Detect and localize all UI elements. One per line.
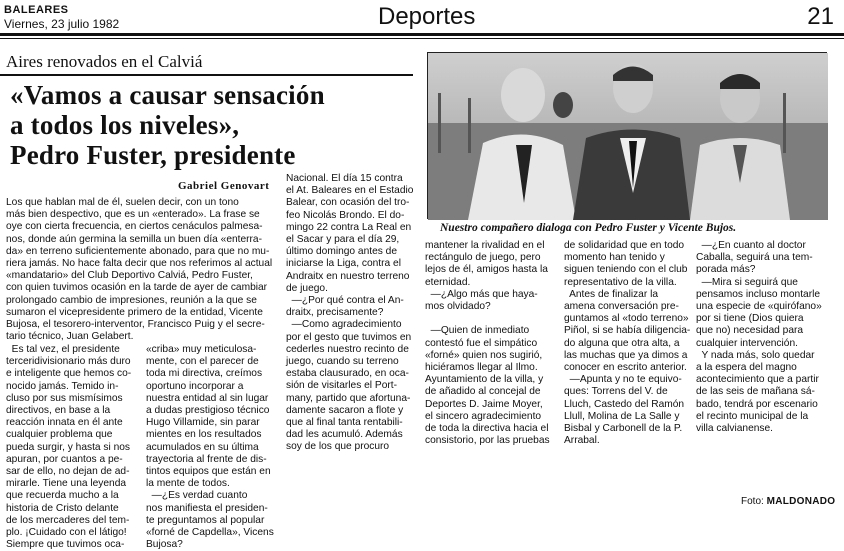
text-line: Ayuntamiento de la villa, y bbox=[425, 374, 544, 386]
text-line: damente sacaron a flote y bbox=[286, 404, 404, 416]
text-line: por si tiene (Dios quiera bbox=[696, 313, 804, 325]
text-line: soy de los que procuro bbox=[286, 441, 390, 453]
text-line: de juego. bbox=[286, 282, 328, 294]
body-column-4 bbox=[425, 240, 553, 447]
text-line: de toda la directiva hacia el bbox=[425, 423, 549, 435]
text-line: acontecimiento que a partir bbox=[696, 374, 819, 386]
masthead-rule-thin bbox=[0, 38, 844, 39]
text-line: Es tal vez, el presidente bbox=[6, 344, 120, 355]
text-line: apuran, por cuantos a pe- bbox=[6, 453, 123, 465]
text-line: Piñol, si se había diligencia- bbox=[564, 325, 691, 337]
text-line: do alguna que otra alta, a bbox=[564, 337, 680, 349]
text-line: oportuno incorporar a bbox=[146, 380, 244, 392]
text-line: sumaron el vicepresidente primero de la entidad, Vicente bbox=[6, 306, 263, 318]
text-line: rectángulo de juego, pero bbox=[425, 252, 541, 264]
page-number: 21 bbox=[807, 3, 834, 30]
text-line: conocer en escrito anterior. bbox=[564, 362, 687, 374]
text-line: plo. ¡Cuidado con el látigo! bbox=[6, 527, 127, 539]
masthead-rule bbox=[0, 33, 844, 36]
text-line: con quien tuvimos ocasión en la tarde de ayer de cambiar bbox=[6, 282, 268, 294]
text-line: el At. Baleares en el Estadio bbox=[286, 185, 414, 197]
article-photo bbox=[427, 52, 827, 219]
text-line: villa calvianense. bbox=[696, 423, 774, 435]
text-line: nocido jamás. Temido in- bbox=[6, 380, 119, 392]
text-line: una especie de «quirófano» bbox=[696, 301, 822, 313]
text-line: «criba» muy meticulosa- bbox=[146, 344, 257, 355]
text-line: Balear, con ocasión del tro- bbox=[286, 197, 410, 209]
text-line: —¿En cuanto al doctor bbox=[696, 240, 806, 251]
text-line: da» en terreno suficientemente abonado, para que no mu- bbox=[6, 245, 270, 257]
masthead bbox=[0, 0, 844, 44]
text-line: draitx, precisamente? bbox=[286, 307, 384, 319]
text-line: «forné» quien nos sugirió, bbox=[425, 349, 543, 361]
text-line: el recinto municipal de la bbox=[696, 410, 809, 422]
text-line: oye con cierta frecuencia, en ciertos cenáculos palmesa- bbox=[6, 221, 263, 233]
headline-line: a todos los niveles», bbox=[10, 110, 240, 140]
body-column-2-bottom bbox=[146, 344, 280, 551]
text-line: pueda surgir, y hasta si nos bbox=[6, 441, 131, 453]
photo-credit bbox=[741, 496, 835, 507]
text-line: tario técnico, Juan Gelabert. bbox=[6, 331, 134, 343]
text-line: lejos de él, amigos hasta la bbox=[425, 264, 548, 276]
text-line: Bisbal y Carbonell de la P. bbox=[564, 423, 683, 435]
text-line: dad les acumuló. Además bbox=[286, 429, 403, 441]
text-line: sión de visitarles el Port- bbox=[286, 380, 397, 392]
text-line: el sincero agradecimiento bbox=[425, 410, 542, 422]
text-line: a dudas prestigioso técnico bbox=[146, 405, 270, 417]
text-line: cualquier problema que bbox=[6, 429, 113, 441]
text-line: te preguntamos al popular bbox=[146, 514, 265, 526]
text-line: acumulados en su última bbox=[146, 441, 259, 453]
text-line: tintos equipos que están en bbox=[146, 466, 271, 478]
text-line: mos olvidado? bbox=[425, 301, 491, 313]
text-line: que no) necesidad para bbox=[696, 325, 804, 337]
text-line: ques: Torrens del V. de bbox=[564, 386, 668, 398]
text-line: —¿Por qué contra el An- bbox=[286, 295, 404, 307]
text-line: Bujosa, el tesorero-interventor, Francisco Puig y el secre- bbox=[6, 319, 265, 331]
text-line: último domingo antes de bbox=[286, 246, 397, 258]
text-line: e inteligente que hemos co- bbox=[6, 368, 132, 380]
text-line: Hugo Villamide, sin parar bbox=[146, 417, 260, 429]
text-line: de las seis de mañana sá- bbox=[696, 386, 815, 398]
text-line: mingo 22 contra La Real en bbox=[286, 221, 412, 233]
text-line: sar de ello, no dejan de ad- bbox=[6, 466, 130, 478]
text-line: directivos, en base a la bbox=[6, 405, 111, 417]
text-line: «forné de Capdella», Vicens bbox=[146, 527, 274, 539]
text-line: por el gesto que tuvimos en bbox=[286, 331, 412, 343]
text-line: Bujosa? bbox=[146, 539, 183, 551]
article-kicker: Aires renovados en el Calviá bbox=[6, 52, 203, 71]
kicker-rule bbox=[0, 74, 413, 76]
text-line: prolongado cambio de impresiones, reunión a la que se bbox=[6, 294, 257, 306]
body-column-6 bbox=[696, 240, 831, 435]
text-line: amena conversación pre- bbox=[564, 301, 679, 313]
photo-image bbox=[428, 53, 828, 220]
text-line: Arrabal. bbox=[564, 435, 600, 447]
text-line: siguen teniendo con el club bbox=[564, 264, 688, 276]
text-line: —Quien de inmediato bbox=[425, 325, 530, 337]
body-column-3 bbox=[286, 173, 414, 454]
text-line: cluso por sus mismísimos bbox=[6, 392, 123, 404]
text-line: que al final tanta rentabili- bbox=[286, 417, 403, 429]
photo-caption: Nuestro compañero dialoga con Pedro Fuster y Vicente Bujos. bbox=[440, 222, 737, 234]
text-line: toda mi directiva, creímos bbox=[146, 368, 263, 380]
text-line: eternidad. bbox=[425, 276, 471, 288]
text-line: iniciarse la Liga, contra el bbox=[286, 258, 401, 270]
text-line: many, partido que afortuna- bbox=[286, 392, 411, 404]
text-line: Nacional. El día 15 contra bbox=[286, 173, 403, 184]
text-line: mientes en los resultados bbox=[146, 429, 262, 441]
text-line: «mandatario» del Club Deportivo Calviá, Pedro Fuster, bbox=[6, 270, 253, 282]
text-line: nos manifiesta el presiden- bbox=[146, 502, 268, 514]
text-line: Lluch, Castedo del Ramón bbox=[564, 398, 685, 410]
text-line: historia de Cristo delante bbox=[6, 502, 119, 514]
text-line: mente, con el parecer de bbox=[146, 356, 259, 368]
text-line: representativo de la villa. bbox=[564, 276, 677, 288]
text-line: mirarle. Tiene una leyenda bbox=[6, 478, 127, 490]
text-line: riera jamás. No hace falta decir que nos referimos al actual bbox=[6, 258, 273, 270]
body-column-1-bottom bbox=[6, 344, 138, 551]
text-line: momento han tenido y bbox=[564, 252, 665, 264]
text-line: nos, donde aún germina la semilla un buen día «enterra- bbox=[6, 233, 262, 245]
text-line: trayectoria al frente de dis- bbox=[146, 453, 267, 465]
text-line: bado, tendrá por escenario bbox=[696, 398, 818, 410]
publication-date: Viernes, 23 julio 1982 bbox=[4, 17, 120, 31]
text-line: que recuerda mucho a la bbox=[6, 490, 119, 502]
text-line: pensamos incluso montarle bbox=[696, 288, 821, 300]
text-line: —¿Algo más que haya- bbox=[425, 288, 538, 300]
publication-name: BALEARES bbox=[4, 4, 69, 16]
text-line: Llull, Molina de La Salle y bbox=[564, 410, 680, 422]
text-line: feo Nicolás Brondo. El do- bbox=[286, 209, 405, 221]
section-title: Deportes bbox=[378, 3, 476, 30]
text-line bbox=[425, 313, 553, 325]
article-headline bbox=[10, 80, 410, 170]
text-line: Deportes D. Jaime Moyer, bbox=[425, 398, 543, 410]
text-line: de añadido al concejal de bbox=[425, 386, 541, 398]
text-line: a la espera del magno bbox=[696, 362, 797, 374]
article-byline: Gabriel Genovart bbox=[178, 180, 270, 192]
photo-credit-label: Foto: bbox=[741, 496, 764, 507]
text-line: mantener la rivalidad en el bbox=[425, 240, 545, 251]
text-line: guntamos al «todo terreno» bbox=[564, 313, 689, 325]
text-line: Antes de finalizar la bbox=[564, 288, 659, 300]
text-line: cualquier intervención. bbox=[696, 337, 798, 349]
text-line: cederles nuestro recinto de bbox=[286, 343, 409, 355]
photo-credit-name: MALDONADO bbox=[766, 496, 836, 507]
text-line: nuestra entidad al sin lugar bbox=[146, 392, 269, 404]
text-line: Caballa, seguirá una tem- bbox=[696, 252, 813, 264]
text-line: de los mercaderes del tem- bbox=[6, 514, 130, 526]
text-line: reacción innata en él ante bbox=[6, 417, 123, 429]
text-line: Y nada más, solo quedar bbox=[696, 349, 815, 361]
text-line: —Mira si seguirá que bbox=[696, 276, 798, 288]
text-line: las muchas que ya dimos a bbox=[564, 349, 688, 361]
headline-line: Pedro Fuster, presidente bbox=[10, 140, 296, 170]
text-line: Siempre que tuvimos oca- bbox=[6, 539, 125, 551]
text-line: —Como agradecimiento bbox=[286, 319, 402, 331]
body-column-5 bbox=[564, 240, 691, 447]
text-line: terceridivisionario más duro bbox=[6, 356, 131, 368]
text-line: el Sacar y para el día 29, bbox=[286, 234, 400, 246]
text-line: Andraitx en nuestro terreno bbox=[286, 270, 410, 282]
text-line: estaba clausurado, en oca- bbox=[286, 368, 409, 380]
text-line: Los que hablan mal de él, suelen decir, con un tono bbox=[6, 197, 239, 208]
text-line: la mente de todos. bbox=[146, 478, 230, 490]
text-line: porada más? bbox=[696, 264, 756, 276]
text-line: de solidaridad que en todo bbox=[564, 240, 685, 251]
text-line: consistorio, por las pruebas bbox=[425, 435, 550, 447]
text-line: hiciéramos llegar al Ilmo. bbox=[425, 362, 538, 374]
headline-line: «Vamos a causar sensación bbox=[10, 80, 325, 110]
text-line: contestó fue el simpático bbox=[425, 337, 538, 349]
text-line: —Apunta y no te equivo- bbox=[564, 374, 682, 386]
text-line: —¿Es verdad cuanto bbox=[146, 490, 248, 502]
text-line: más bien despectivo, que es un «enterado». La frase se bbox=[6, 209, 260, 221]
text-line: juego, cuando su terreno bbox=[286, 356, 399, 368]
